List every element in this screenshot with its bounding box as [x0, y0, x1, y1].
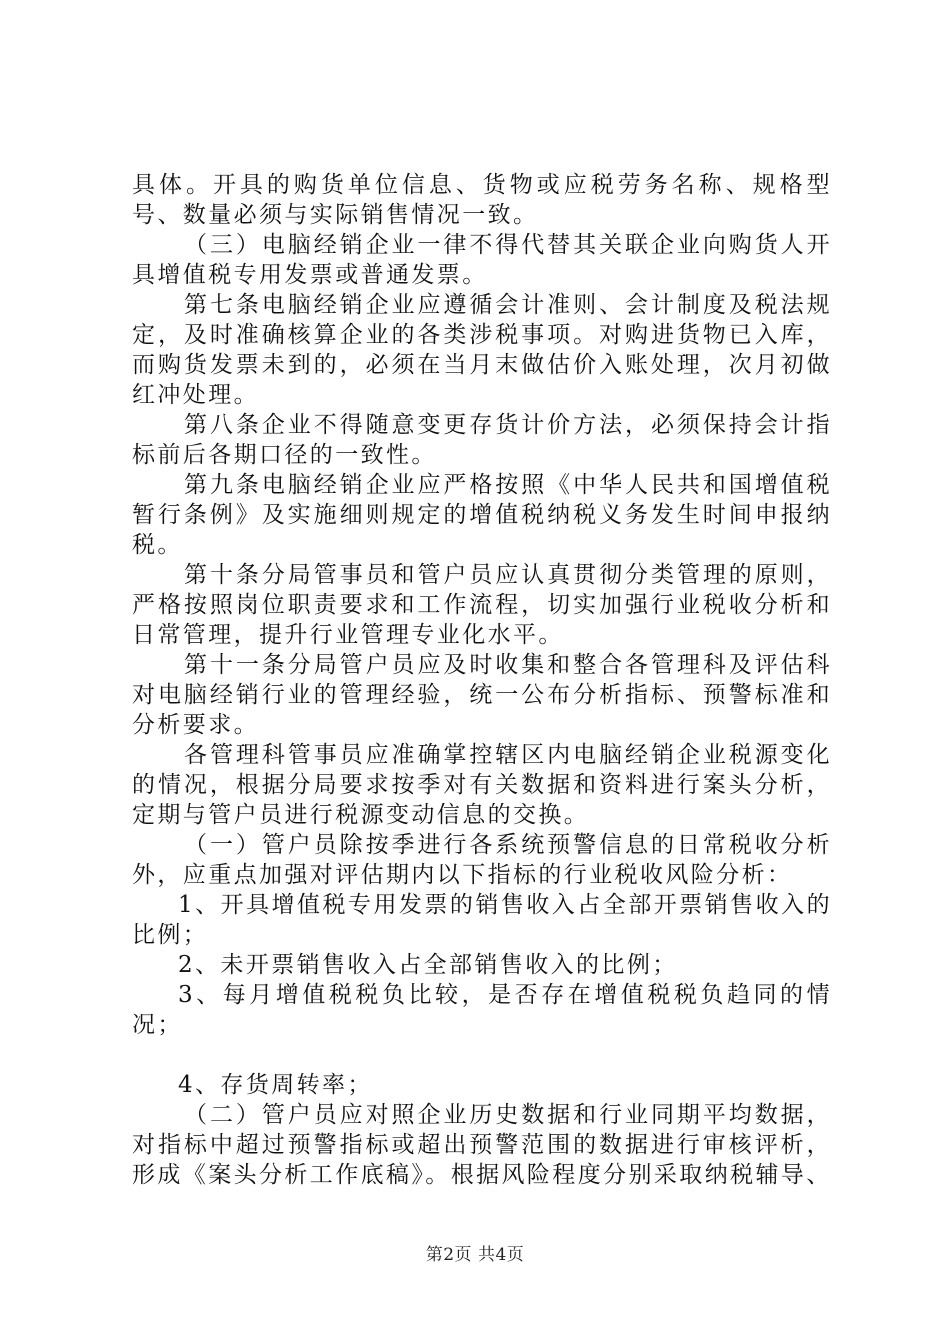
paragraph-item-two: （二）管户员应对照企业历史数据和行业同期平均数据，对指标中超过预警指标或超出预警范围的数据进行审核评析，形成《案头分析工作底稿》。根据风险程度分别采取纳税辅导、 [132, 1102, 832, 1188]
paragraph-item-one: （一）管户员除按季进行各系统预警信息的日常税收分析外，应重点加强对评估期内以下指标的行业税收风险分析： [132, 832, 832, 888]
document-body [132, 170, 832, 1190]
paragraph-article-8: 第八条企业不得随意变更存货计价方法，必须保持会计指标前后各期口径的一致性。 [132, 412, 832, 468]
paragraph-article-10: 第十条分局管事员和管户员应认真贯彻分类管理的原则，严格按照岗位职责要求和工作流程，切实加强行业税收分析和日常管理，提升行业管理专业化水平。 [132, 562, 832, 648]
paragraph-article-7: 第七条电脑经销企业应遵循会计准则、会计制度及税法规定，及时准确核算企业的各类涉税事项。对购进货物已入库，而购货发票未到的，必须在当月末做估价入账处理，次月初做红冲处理。 [132, 292, 832, 408]
paragraph-1: 具体。开具的购货单位信息、货物或应税劳务名称、规格型号、数量必须与实际销售情况一致。 [132, 172, 832, 228]
list-item-4: 4、存货周转率； [178, 1072, 373, 1098]
page-number-footer: 第2页 共4页 [425, 1245, 525, 1265]
list-item-2: 2、未开票销售收入占全部销售收入的比例； [178, 952, 678, 978]
blank-line [132, 1040, 832, 1070]
paragraph-article-11: 第十一条分局管户员应及时收集和整合各管理科及评估科对电脑经销行业的管理经验，统一公布分析指标、预警标准和分析要求。 [132, 652, 832, 738]
list-item-3: 3、每月增值税税负比较，是否存在增值税税负趋同的情况； [132, 982, 832, 1038]
paragraph-article-9: 第九条电脑经销企业应严格按照《中华人民共和国增值税暂行条例》及实施细则规定的增值税纳税义务发生时间申报纳税。 [132, 472, 832, 558]
list-item-1: 1、开具增值税专用发票的销售收入占全部开票销售收入的比例； [132, 892, 832, 948]
paragraph-management-section: 各管理科管事员应准确掌控辖区内电脑经销企业税源变化的情况，根据分局要求按季对有关数据和资料进行案头分析，定期与管户员进行税源变动信息的交换。 [132, 742, 832, 828]
paragraph-2: （三）电脑经销企业一律不得代替其关联企业向购货人开具增值税专用发票或普通发票。 [132, 232, 832, 288]
